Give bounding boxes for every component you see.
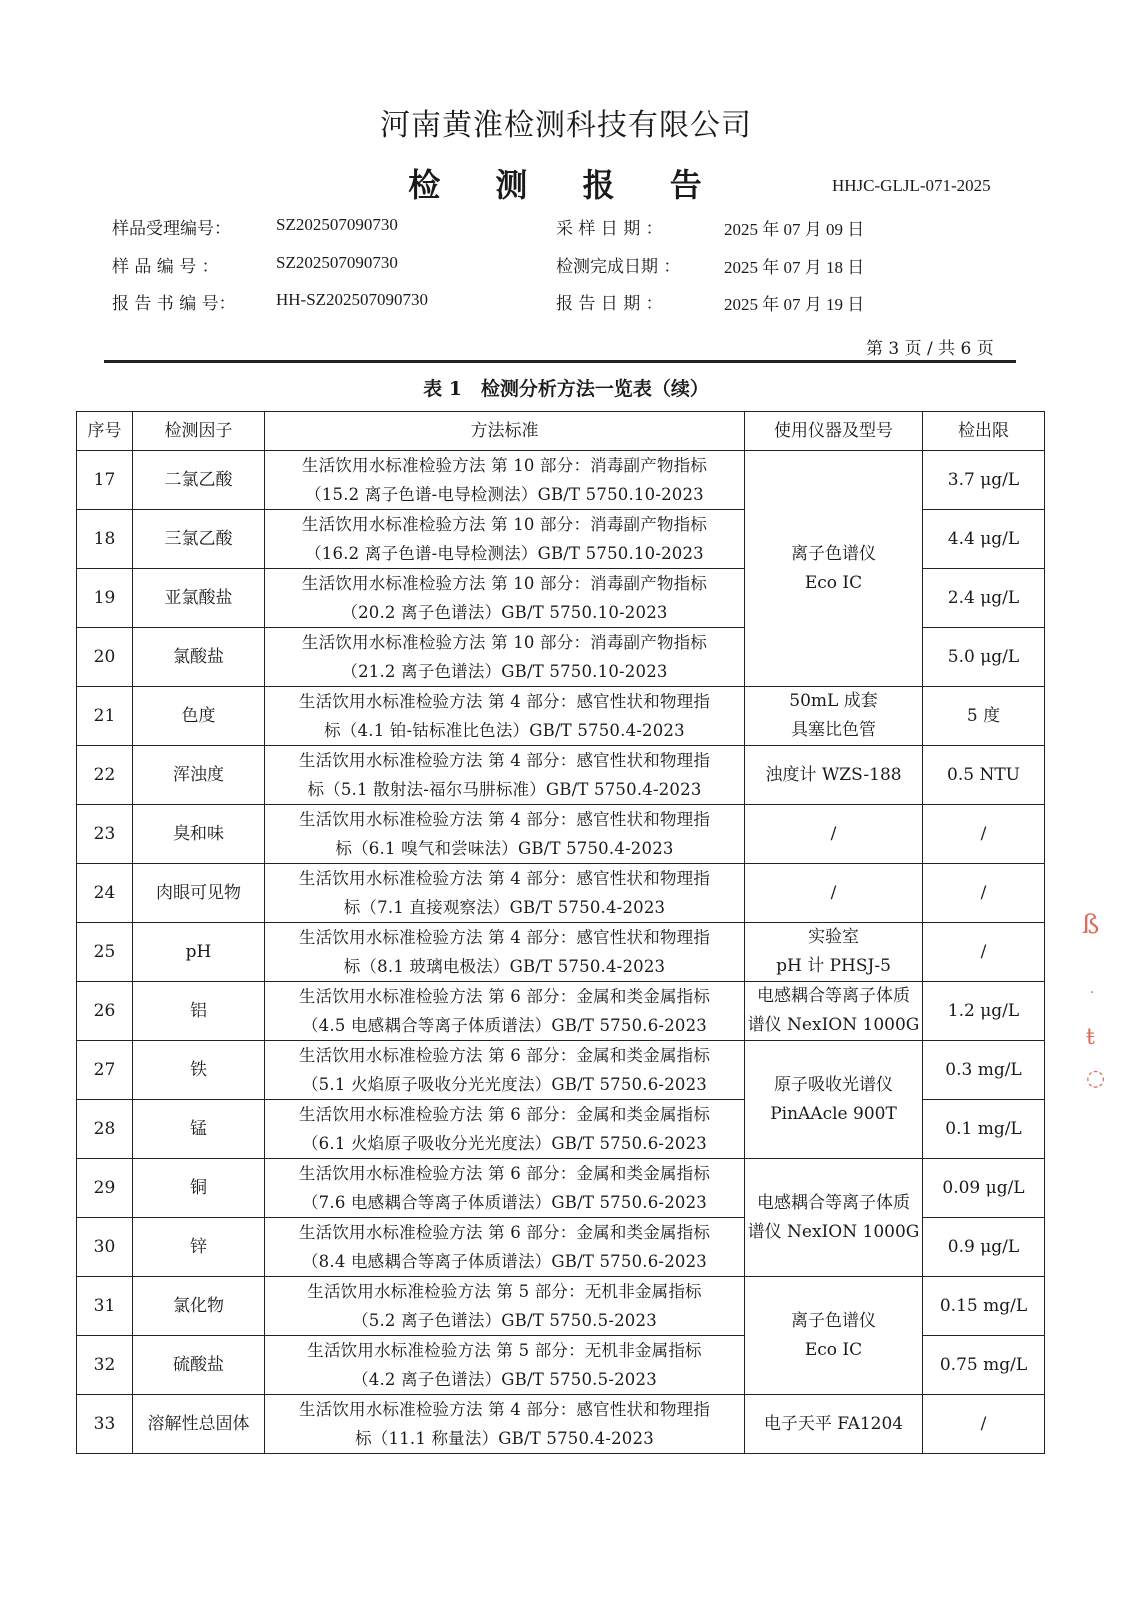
meta-value-sample-no: SZ202507090730: [276, 253, 398, 272]
cell-no: 33: [77, 1395, 133, 1454]
cell-method: [265, 746, 745, 805]
table-row: [77, 451, 1045, 510]
col-header-no: 序号: [77, 412, 133, 451]
cell-factor: 氯酸盐: [133, 628, 265, 687]
cell-limit: /: [923, 805, 1045, 864]
cell-instrument: [745, 982, 923, 1041]
method-line: 生活饮用水标准检验方法 第 10 部分：消毒副产物指标: [301, 456, 708, 475]
cell-method: [265, 923, 745, 982]
cell-instrument: [745, 923, 923, 982]
table-row: [77, 923, 1045, 982]
table-header-row: [77, 412, 1045, 451]
cell-limit: 5.0 μg/L: [923, 628, 1045, 687]
method-line: 生活饮用水标准检验方法 第 4 部分：感官性状和物理指: [298, 692, 711, 711]
cell-no: 30: [77, 1218, 133, 1277]
cell-limit: 0.15 mg/L: [923, 1277, 1045, 1336]
cell-factor: 肉眼可见物: [133, 864, 265, 923]
cell-factor: 铁: [133, 1041, 265, 1100]
cell-no: 19: [77, 569, 133, 628]
table-row: [77, 1395, 1045, 1454]
instrument-line: 离子色谱仪: [791, 1310, 876, 1331]
method-line: 生活饮用水标准检验方法 第 5 部分：无机非金属指标: [307, 1282, 702, 1301]
method-line: 生活饮用水标准检验方法 第 4 部分：感官性状和物理指: [298, 1400, 711, 1419]
cell-instrument: [745, 687, 923, 746]
cell-instrument: [745, 864, 923, 923]
cell-no: 21: [77, 687, 133, 746]
method-line: （4.5 电感耦合等离子体质谱法）GB/T 5750.6-2023: [301, 1016, 707, 1035]
cell-method: [265, 982, 745, 1041]
instrument-line: 离子色谱仪: [791, 543, 876, 564]
instrument-line: 电感耦合等离子体质: [757, 1192, 910, 1213]
method-line: 标（4.1 铂-钴标准比色法）GB/T 5750.4-2023: [324, 721, 685, 740]
cell-instrument: [745, 451, 923, 687]
method-line: 生活饮用水标准检验方法 第 10 部分：消毒副产物指标: [301, 633, 708, 652]
cell-method: [265, 1277, 745, 1336]
cell-factor: 亚氯酸盐: [133, 569, 265, 628]
instrument-line: /: [830, 823, 837, 844]
method-line: （8.4 电感耦合等离子体质谱法）GB/T 5750.6-2023: [301, 1252, 707, 1271]
seal-fragment-icon: ŧ: [1086, 1025, 1095, 1050]
cell-factor: 锌: [133, 1218, 265, 1277]
cell-instrument: [745, 805, 923, 864]
cell-method: [265, 687, 745, 746]
cell-factor: 硫酸盐: [133, 1336, 265, 1395]
instrument-line: 谱仪 NexION 1000G: [747, 1015, 920, 1035]
cell-method: [265, 510, 745, 569]
cell-factor: 铜: [133, 1159, 265, 1218]
page-indicator: 第 3 页 / 共 6 页: [866, 339, 994, 359]
cell-method: [265, 805, 745, 864]
instrument-line: 50mL 成套: [789, 691, 878, 711]
method-line: （7.6 电感耦合等离子体质谱法）GB/T 5750.6-2023: [301, 1193, 707, 1212]
meta-value-sample-accept-no: SZ202507090730: [276, 215, 398, 234]
table-row: [77, 1277, 1045, 1336]
method-line: （15.2 离子色谱-电导检测法）GB/T 5750.10-2023: [305, 485, 704, 504]
cell-no: 18: [77, 510, 133, 569]
col-header-limit: 检出限: [923, 412, 1045, 451]
cell-method: [265, 1395, 745, 1454]
method-line: （20.2 离子色谱法）GB/T 5750.10-2023: [341, 603, 668, 622]
cell-limit: 4.4 μg/L: [923, 510, 1045, 569]
cell-method: [265, 864, 745, 923]
method-line: 标（5.1 散射法-福尔马肼标准）GB/T 5750.4-2023: [307, 780, 702, 799]
cell-factor: 氯化物: [133, 1277, 265, 1336]
cell-factor: 溶解性总固体: [133, 1395, 265, 1454]
meta-label-report-date: 报 告 日 期 ：: [556, 294, 663, 314]
method-line: 标（8.1 玻璃电极法）GB/T 5750.4-2023: [343, 957, 666, 976]
table-body: [77, 451, 1045, 1454]
meta-label-report-no: 报 告 书 编 号：: [112, 294, 236, 314]
cell-limit: /: [923, 864, 1045, 923]
table-row: [77, 687, 1045, 746]
cell-no: 24: [77, 864, 133, 923]
meta-label-completion-date: 检测完成日期 ：: [556, 257, 681, 277]
method-line: 生活饮用水标准检验方法 第 10 部分：消毒副产物指标: [301, 515, 708, 534]
instrument-line: 具塞比色管: [791, 720, 876, 740]
meta-label-sample-no: 样 品 编 号 ：: [112, 257, 219, 277]
seal-fragment-icon: ◌: [1086, 1066, 1106, 1091]
table-row: [77, 1041, 1045, 1100]
cell-limit: 0.3 mg/L: [923, 1041, 1045, 1100]
table-row: [77, 805, 1045, 864]
cell-limit: 0.09 μg/L: [923, 1159, 1045, 1218]
meta-value-completion-date: 2025 年 07 月 18 日: [724, 258, 865, 277]
cell-limit: 5 度: [923, 687, 1045, 746]
cell-factor: pH: [133, 923, 265, 982]
cell-instrument: [745, 1159, 923, 1277]
cell-instrument: [745, 1395, 923, 1454]
table-row: [77, 1159, 1045, 1218]
cell-limit: 0.1 mg/L: [923, 1100, 1045, 1159]
instrument-line: PinAAcle 900T: [770, 1103, 897, 1124]
cell-method: [265, 628, 745, 687]
cell-factor: 二氯乙酸: [133, 451, 265, 510]
instrument-line: 电感耦合等离子体质: [757, 986, 910, 1006]
method-line: 标（7.1 直接观察法）GB/T 5750.4-2023: [343, 898, 666, 917]
method-line: （4.2 离子色谱法）GB/T 5750.5-2023: [352, 1370, 657, 1389]
method-line: （16.2 离子色谱-电导检测法）GB/T 5750.10-2023: [305, 544, 704, 563]
method-line: 生活饮用水标准检验方法 第 5 部分：无机非金属指标: [307, 1341, 702, 1360]
col-header-instrument: 使用仪器及型号: [745, 412, 923, 451]
method-line: （6.1 火焰原子吸收分光光度法）GB/T 5750.6-2023: [301, 1134, 707, 1153]
cell-limit: 0.5 NTU: [923, 746, 1045, 805]
cell-method: [265, 1159, 745, 1218]
instrument-line: 谱仪 NexION 1000G: [747, 1221, 920, 1242]
cell-no: 20: [77, 628, 133, 687]
cell-no: 22: [77, 746, 133, 805]
cell-factor: 三氯乙酸: [133, 510, 265, 569]
cell-no: 31: [77, 1277, 133, 1336]
cell-method: [265, 451, 745, 510]
instrument-line: 原子吸收光谱仪: [774, 1074, 893, 1095]
method-line: （21.2 离子色谱法）GB/T 5750.10-2023: [341, 662, 668, 681]
cell-no: 32: [77, 1336, 133, 1395]
method-line: 生活饮用水标准检验方法 第 4 部分：感官性状和物理指: [298, 928, 711, 947]
cell-factor: 锰: [133, 1100, 265, 1159]
cell-no: 28: [77, 1100, 133, 1159]
methods-table: [76, 411, 1045, 1454]
method-line: 生活饮用水标准检验方法 第 6 部分：金属和类金属指标: [298, 987, 711, 1006]
cell-limit: 3.7 μg/L: [923, 451, 1045, 510]
instrument-line: pH 计 PHSJ-5: [776, 956, 891, 976]
cell-no: 29: [77, 1159, 133, 1218]
method-line: （5.2 离子色谱法）GB/T 5750.5-2023: [352, 1311, 657, 1330]
instrument-line: Eco IC: [804, 572, 863, 593]
report-title: 检 测 报 告: [408, 166, 724, 204]
cell-limit: 0.9 μg/L: [923, 1218, 1045, 1277]
meta-value-report-no: HH-SZ202507090730: [276, 290, 429, 309]
col-header-factor: 检测因子: [133, 412, 265, 451]
company-name: 河南黄淮检测科技有限公司: [380, 108, 752, 143]
cell-instrument: [745, 746, 923, 805]
method-line: 生活饮用水标准检验方法 第 4 部分：感官性状和物理指: [298, 751, 711, 770]
cell-limit: 2.4 μg/L: [923, 569, 1045, 628]
cell-limit: /: [923, 1395, 1045, 1454]
col-header-method: 方法标准: [265, 412, 745, 451]
method-line: （5.1 火焰原子吸收分光光度法）GB/T 5750.6-2023: [301, 1075, 707, 1094]
cell-instrument: [745, 1041, 923, 1159]
cell-factor: 铝: [133, 982, 265, 1041]
seal-fragment-icon: ·: [1090, 985, 1095, 1001]
meta-label-sample-accept-no: 样品受理编号：: [112, 219, 231, 239]
cell-method: [265, 1336, 745, 1395]
instrument-line: Eco IC: [804, 1339, 863, 1360]
method-line: 生活饮用水标准检验方法 第 10 部分：消毒副产物指标: [301, 574, 708, 593]
table-row: [77, 982, 1045, 1041]
header-rule: [104, 360, 1016, 363]
table-row: [77, 746, 1045, 805]
table-title: 表 1 检测分析方法一览表（续）: [423, 378, 709, 400]
cell-factor: 色度: [133, 687, 265, 746]
cell-method: [265, 1218, 745, 1277]
table-row: [77, 864, 1045, 923]
cell-factor: 臭和味: [133, 805, 265, 864]
instrument-line: 电子天平 FA1204: [763, 1413, 904, 1434]
cell-no: 26: [77, 982, 133, 1041]
cell-method: [265, 1041, 745, 1100]
meta-value-sampling-date: 2025 年 07 月 09 日: [724, 220, 865, 239]
method-line: 标（11.1 称量法）GB/T 5750.4-2023: [355, 1429, 654, 1448]
seal-fragment-icon: ß: [1082, 910, 1100, 940]
method-line: 生活饮用水标准检验方法 第 6 部分：金属和类金属指标: [298, 1223, 711, 1242]
cell-factor: 浑浊度: [133, 746, 265, 805]
report-code: HHJC-GLJL-071-2025: [832, 176, 991, 195]
cell-no: 25: [77, 923, 133, 982]
method-line: 生活饮用水标准检验方法 第 6 部分：金属和类金属指标: [298, 1164, 711, 1183]
method-line: 标（6.1 嗅气和尝味法）GB/T 5750.4-2023: [335, 839, 674, 858]
cell-method: [265, 569, 745, 628]
cell-limit: 0.75 mg/L: [923, 1336, 1045, 1395]
method-line: 生活饮用水标准检验方法 第 4 部分：感官性状和物理指: [298, 869, 711, 888]
instrument-line: /: [830, 882, 837, 903]
cell-instrument: [745, 1277, 923, 1395]
method-line: 生活饮用水标准检验方法 第 4 部分：感官性状和物理指: [298, 810, 711, 829]
meta-label-sampling-date: 采 样 日 期 ：: [556, 219, 663, 239]
cell-limit: 1.2 μg/L: [923, 982, 1045, 1041]
method-line: 生活饮用水标准检验方法 第 6 部分：金属和类金属指标: [298, 1046, 711, 1065]
cell-no: 17: [77, 451, 133, 510]
method-line: 生活饮用水标准检验方法 第 6 部分：金属和类金属指标: [298, 1105, 711, 1124]
meta-value-report-date: 2025 年 07 月 19 日: [724, 295, 865, 314]
cell-no: 27: [77, 1041, 133, 1100]
cell-method: [265, 1100, 745, 1159]
instrument-line: 浊度计 WZS-188: [765, 764, 902, 785]
cell-limit: /: [923, 923, 1045, 982]
cell-no: 23: [77, 805, 133, 864]
instrument-line: 实验室: [808, 927, 859, 947]
